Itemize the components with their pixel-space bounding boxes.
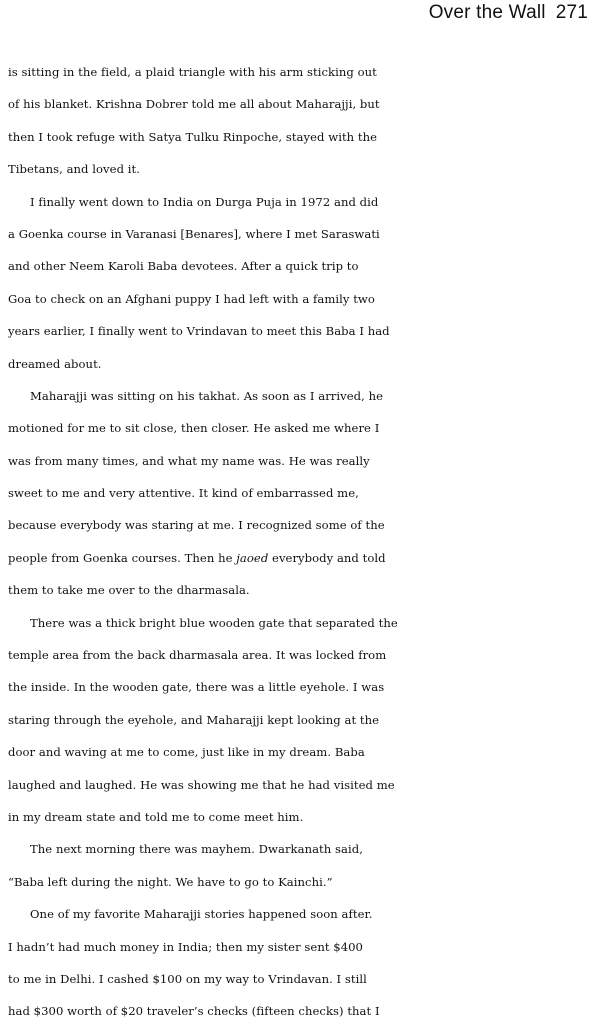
text-line: I hadn’t had much money in India; then my sister sent $400 xyxy=(8,939,363,954)
text-line: laughed and laughed. He was showing me that he had visited me xyxy=(8,777,395,792)
text-segment: people from Goenka courses. Then he xyxy=(8,550,237,565)
page-body xyxy=(8,56,598,1028)
paragraph-first-line: There was a thick bright blue wooden gate that separated the xyxy=(30,615,398,630)
text-line: the inside. In the wooden gate, there was a little eyehole. I was xyxy=(8,680,385,695)
text-line: Goa to check on an Afghani puppy I had left with a family two xyxy=(8,291,375,306)
text-line: then I took refuge with Satya Tulku Rinpoche, stayed with the xyxy=(8,129,378,144)
paragraph-first-line: One of my favorite Maharajji stories happened soon after. xyxy=(30,907,373,922)
text-line: to me in Delhi. I cashed $100 on my way to Vrindavan. I still xyxy=(8,971,367,986)
page-number: 271 xyxy=(555,2,588,23)
text-line: is sitting in the field, a plaid triangle with his arm sticking out xyxy=(8,65,377,79)
running-header xyxy=(429,2,588,24)
text-line: and other Neem Karoli Baba devotees. After a quick trip to xyxy=(8,259,359,274)
text-line xyxy=(8,542,598,574)
text-line: them to take me over to the dharmasala. xyxy=(8,583,250,598)
text-line: years earlier, I finally went to Vrindavan to meet this Baba I had xyxy=(8,324,390,339)
text-segment: everybody and told xyxy=(268,550,386,565)
text-line: dreamed about. xyxy=(8,356,102,371)
text-line: of his blanket. Krishna Dobrer told me all about Maharajji, but xyxy=(8,97,380,112)
text-line: motioned for me to sit close, then closer. He asked me where I xyxy=(8,421,380,436)
italic-word: jaoed xyxy=(236,550,269,565)
paragraph-first-line: I finally went down to India on Durga Puja in 1972 and did xyxy=(30,194,379,209)
text-line: sweet to me and very attentive. It kind of embarrassed me, xyxy=(8,486,359,501)
text-line: “Baba left during the night. We have to go to Kainchi.” xyxy=(8,874,333,889)
running-title: Over the Wall xyxy=(428,2,546,23)
text-line: in my dream state and told me to come meet him. xyxy=(8,809,304,824)
text-line: temple area from the back dharmasala area. It was locked from xyxy=(8,648,387,663)
text-line: Tibetans, and loved it. xyxy=(8,162,140,177)
text-line: a Goenka course in Varanasi [Benares], where I met Saraswati xyxy=(8,226,380,241)
text-line: staring through the eyehole, and Maharajji kept looking at the xyxy=(8,712,380,727)
paragraph-first-line: The next morning there was mayhem. Dwarkanath said, xyxy=(30,842,363,857)
paragraph-first-line: Maharajji was sitting on his takhat. As soon as I arrived, he xyxy=(30,388,384,403)
text-line: had $300 worth of $20 traveler’s checks (fifteen checks) that I xyxy=(8,1004,380,1019)
text-line: door and waving at me to come, just like in my dream. Baba xyxy=(8,745,365,760)
text-line: was from many times, and what my name was. He was really xyxy=(8,453,370,468)
text-line: because everybody was staring at me. I recognized some of the xyxy=(8,518,385,533)
